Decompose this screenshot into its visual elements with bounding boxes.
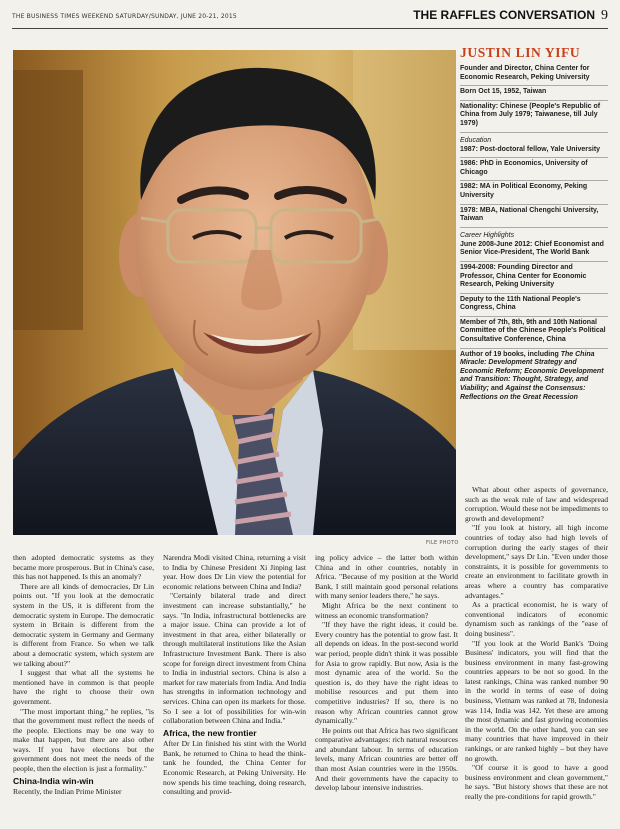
books-item (460, 349, 608, 406)
bio-name: JUSTIN LIN YIFU (460, 45, 581, 60)
article-paragraph: "If they have the right ideas, it could be. Every country has the potential to grow fast. It all depends on ideas. In the post-second world war period, people didn't think it was possible for Asia to grow rapidly. But now, Asia is the most dynamic area of the world. So the question is, do they have the right ideas to mobilise resources and put them into competitive industries? If so, there is no reason why African countries cannot grow dynamically." (315, 620, 458, 726)
book-title: Against the Consensus: Reflections on the Great Recession (460, 385, 586, 401)
article-paragraph: "Certainly bilateral trade and direct investment can increase substantially," he says. "In India, infrastructural bottlenecks are a major issue. China can provide a lot of investment in that area, either bilaterally or through multilateral institutions like the Asian Infrastructure Investment Bank. There is also scope for foreign direct investment from China to India in industrial sectors. China is also a market for raw materials from India. And India has strengths in information technology and services. China can open its markets for those. So I see a lot of possibilities for win-win collaboration between China and India." (163, 591, 306, 726)
section-title (413, 8, 608, 24)
bio-item: Nationality: Chinese (People's Republic of China from July 1979; Taiwanese, till July 1979) (460, 101, 608, 133)
book-title: The China Miracle: Development Strategy and Economic Reform; (460, 350, 595, 375)
article-paragraph: Recently, the Indian Prime Minister (13, 787, 122, 797)
career-heading: Career Highlights (460, 231, 515, 239)
career-item: Deputy to the 11th National People's Congress, China (460, 294, 608, 317)
article-column-1 (13, 553, 154, 797)
portrait-illustration (13, 50, 456, 535)
article-paragraph: There are all kinds of democracies, Dr Lin points out. "If you look at the democratic system in the US, it is different from the democratic system in Europe. The democratic system in Britain is different from the democratic system in Germany and Germany is different from France. So when we talk about a democratic system, which system are we talking about?" (13, 581, 154, 668)
article-paragraph: "Of course it is good to have a good business environment and clean government," he says. "But history shows that these are not really the pre-conditions for rapid growth." (465, 763, 608, 801)
bio-item: Born Oct 15, 1952, Taiwan (460, 86, 608, 101)
article-paragraph: What about other aspects of governance, such as the weak rule of law and widespread corruption. Would these not be impediments to growth and development? (465, 485, 608, 523)
article-paragraph: "If you look at history, all high income countries of today also had high levels of corruption during the early stages of their development," says Dr Lin. "Even under those constraints, it is possible for governments to create an environment to facilitate growth in areas where a country has comparative advantages." (465, 523, 608, 600)
subheading-africa: Africa, the new frontier (163, 727, 257, 738)
publication-dateline: THE BUSINESS TIMES WEEKEND SATURDAY/SUNDAY, JUNE 20-21, 2015 (12, 13, 237, 20)
portrait-photo (13, 50, 456, 535)
article-paragraph: I suggest that what all the systems he mentioned have in common is that people have the right to choose their own government. (13, 668, 154, 706)
article-paragraph: then adopted democratic systems as they became more prosperous. But in China's case, this has not happened. Is this an anomaly? (13, 553, 154, 582)
books-prefix: Author of 19 books, including (460, 350, 561, 358)
bio-sidebar (460, 45, 608, 475)
section-title-text: THE RAFFLES CONVERSATION (413, 8, 595, 22)
education-item: 1986: PhD in Economics, University of Chicago (460, 158, 608, 181)
education-heading: Education (460, 136, 492, 144)
article-column-4 (465, 485, 608, 802)
career-item: June 2008-June 2012: Chief Economist and Senior Vice-President, The World Bank (460, 239, 608, 262)
article-column-3 (315, 553, 458, 793)
article-paragraph: As a practical economist, he is wary of conventional indicators of economic dynamism such as rankings of the "ease of doing business". (465, 600, 608, 638)
subheading-china-india: China-India win-win (13, 775, 94, 786)
education-item: 1978: MBA, National Chengchi University, Taiwan (460, 205, 608, 228)
career-item: Member of 7th, 8th, 9th and 10th National Committee of the Chinese People's Political Consultative Conference, China (460, 317, 608, 349)
article-paragraph: "The most important thing," he replies, "is that the government must reflect the needs of the people. Elections may be one way to make that happen, but there are also other ways. If you have elections but the government does not meet the needs of the people, then the election is just a formality." (13, 706, 154, 774)
book-title: Economic Development and Transition: Thought, Strategy, and Viability; (460, 367, 604, 393)
photo-credit: FILE PHOTO (426, 540, 459, 546)
bio-item: Founder and Director, China Center for Economic Research, Peking University (460, 63, 608, 86)
article-paragraph: "If you look at the World Bank's 'Doing Business' indicators, you will find that the business environment in many fast-growing countries appears to be not so good. In the latest rankings, China was ranked number 90 in the world in terms of ease of doing business, Vietnam was ranked at 78, Indonesia was 114, India was 142. Yet these are among the most dynamic and fast growing economies in the world. On the other hand, you can see many countries that have improved in their rankings, or are ranked highly – but they have no growth. (465, 638, 608, 763)
article-paragraph: After Dr Lin finished his stint with the World Bank, he returned to China to head the think-tank he founded, the China Center for Economic Research, at Peking University. He now spends his time teaching, doing research, consulting and provid- (163, 739, 306, 797)
article-paragraph: ing policy advice – the latter both within China and in other countries, notably in Africa. "Because of my position at the World Bank, I still maintain good personal relations with many senior leaders there," he says. (315, 553, 458, 601)
career-item: 1994-2008: Founding Director and Professor, China Center for Economic Research, Peking University (460, 262, 608, 294)
article-column-2 (163, 553, 306, 797)
article-paragraph: He points out that Africa has two significant comparative advantages: rich natural resources and abundant labour. In terms of education levels, many African countries are better off than most Asian countries were in the 1950s. And their governments have the capacity to develop labour intensive industries. (315, 725, 458, 793)
article-paragraph: Might Africa be the next continent to witness an economic transformation? (315, 600, 458, 620)
books-and: and (490, 385, 504, 393)
page-header (12, 8, 608, 29)
article-paragraph: Narendra Modi visited China, returning a visit to India by Chinese President Xi Jinping last year. How does Dr Lin view the potential for economic relations between China and India? (163, 553, 306, 591)
education-item: 1987: Post-doctoral fellow, Yale University (460, 144, 608, 159)
page-number: 9 (601, 8, 608, 23)
education-item: 1982: MA in Political Economy, Peking University (460, 181, 608, 204)
